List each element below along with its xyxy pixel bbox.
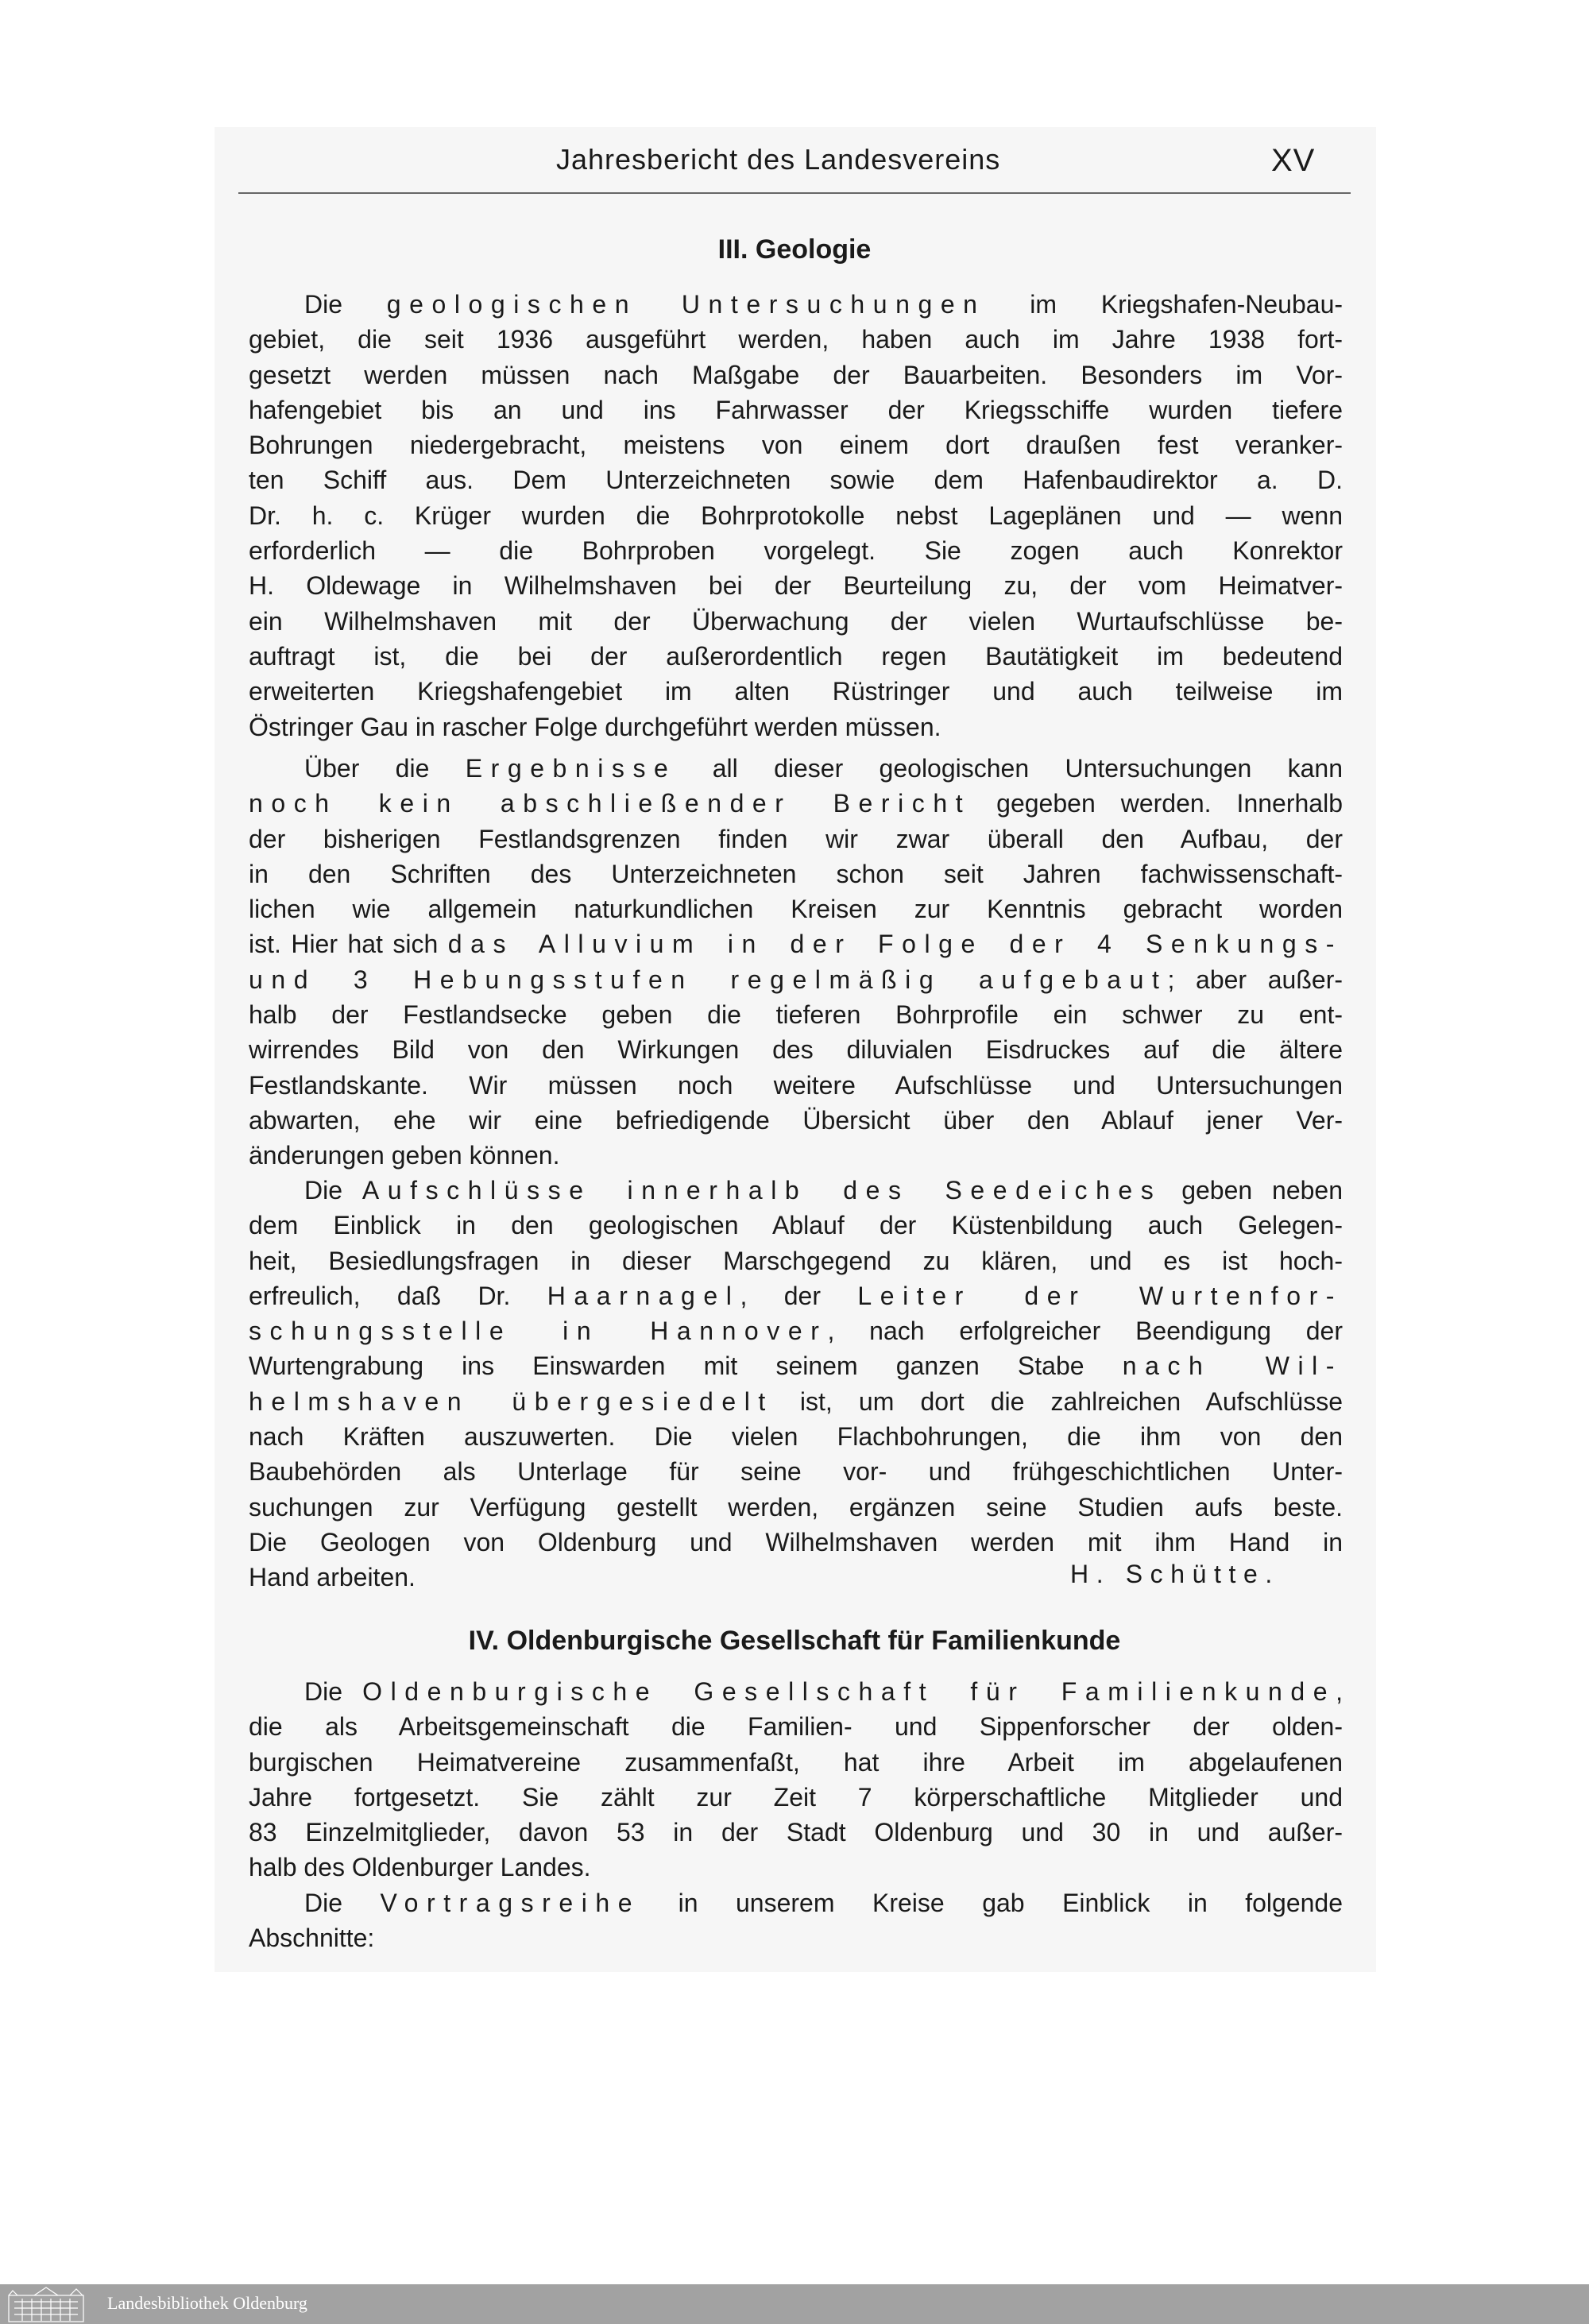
text-run: suchungen zur Verfügung gestellt werden, ergänzen seine Studien aufs beste. [249,1492,1343,1522]
text-run: ein Wilhelmshaven mit der Überwachung der vielen Wurtaufschlüsse be- [249,606,1343,636]
text-run: änderungen geben können. [249,1141,560,1170]
text-run: hafengebiet bis an und ins Fahrwasser der Kriegsschiffe wurden tiefere [249,395,1343,424]
text-run: halb des Oldenburger Landes. [249,1853,591,1882]
text-line [249,462,1343,497]
library-footer-bar [0,2284,1589,2324]
text-run: Die [304,290,387,319]
text-run: Dr. h. c. Krüger wurden die Bohrprotokolle nebst Lageplänen und — wenn [249,501,1343,530]
text-line [249,1173,1343,1208]
text-line [249,1490,1343,1525]
text-run: burgischen Heimatvereine zusammenfaßt, hat ihre Arbeit im abgelaufenen [249,1747,1343,1777]
paragraph [249,1674,1343,1885]
paragraph [249,751,1343,1174]
text-run: nach Kräften auszuwerten. Die vielen Flachbohrungen, die ihm von den [249,1422,1343,1452]
text-run: abwarten, ehe wir eine befriedigende Übersicht über den Ablauf jener Ver- [249,1105,1343,1135]
text-run: , der [740,1281,858,1310]
text-line [249,1885,1343,1920]
spaced-emphasis: das Alluvium in der Folge der 4 Senkungs- [447,930,1343,959]
text-line [249,1208,1343,1243]
text-run [637,290,682,319]
text-line [249,1068,1343,1103]
text-run: , nach erfolgreicher Beendigung der [827,1317,1343,1346]
text-run: ist. Hier hat sich [249,930,448,959]
text-line [249,358,1343,392]
spaced-emphasis: Aufschlüsse innerhalb des Seedeiches [361,1176,1162,1205]
text-line [249,891,1343,926]
text-line [249,1815,1343,1850]
text-line [249,1850,1343,1885]
text-run: Östringer Gau in rascher Folge durchgeführt werden müssen. [249,712,941,741]
text-run: die als Arbeitsgemeinschaft die Familien- und Sippenforscher der olden- [249,1712,1343,1742]
library-building-logo-icon [6,2286,86,2322]
text-line [249,710,1343,744]
text-run: lichen wie allgemein naturkundlichen Kreisen zur Kenntnis gebracht worden [249,895,1343,924]
text-line [249,568,1343,603]
text-run: geben neben [1162,1176,1343,1205]
paragraph [249,1885,1343,1956]
spaced-emphasis: und 3 Hebungsstufen regelmäßig aufgebaut [249,965,1168,994]
text-run: Wurtengrabung ins Einswarden mit seinem ganzen Stabe [249,1351,1123,1381]
text-run: , [1336,1677,1343,1706]
text-run: erfreulich, daß Dr. [249,1281,547,1310]
text-run: der bisherigen Festlandsgrenzen finden wir zwar überall den Aufbau, der [249,824,1343,853]
header-rule [238,192,1351,194]
text-run: Hand arbeiten. [249,1563,416,1592]
text-line [249,1419,1343,1454]
text-run: all dieser geologischen Untersuchungen kann [676,754,1343,783]
text-run: Baubehörden als Unterlage für seine vor- und frühgeschichtlichen Unter- [249,1457,1343,1487]
text-line [249,997,1343,1032]
text-line [249,1709,1343,1744]
running-title: Jahresbericht des Landesvereins [556,143,1001,176]
text-line [249,1745,1343,1780]
text-run: Die [304,1677,363,1706]
text-line [249,1348,1343,1383]
text-line [249,962,1343,997]
paragraph [249,287,1343,744]
text-run: gegeben werden. Innerhalb [971,789,1343,818]
text-line [249,1032,1343,1067]
spaced-emphasis: Leiter der Wurtenfor- [857,1281,1343,1310]
text-line [249,857,1343,891]
text-line [249,604,1343,639]
text-run: gebiet, die seit 1936 ausgeführt werden, haben auch im Jahre 1938 fort- [249,325,1343,354]
text-run: gesetzt werden müssen nach Maßgabe der Bauarbeiten. Besonders im Vor- [249,360,1343,389]
text-line [249,1920,1343,1955]
text-run: H. Oldewage in Wilhelmshaven bei der Beurteilung zu, der vom Heimatver- [249,571,1343,601]
spaced-emphasis: Untersuchungen [681,290,986,319]
text-run: ist, um dort die zahlreichen Aufschlüsse [773,1386,1343,1416]
section-heading-geologie: III. Geologie [717,234,872,265]
text-run: Festlandskante. Wir müssen noch weitere Aufschlüsse und Untersuchungen [249,1070,1343,1100]
text-line [249,786,1343,821]
text-run: in den Schriften des Unterzeichneten schon seit Jahren fachwissenschaft- [249,859,1343,888]
text-run: Über die [304,754,466,783]
text-run: auftragt ist, die bei der außerordentlich regen Bautätigkeit im bedeutend [249,641,1343,671]
text-line [249,1525,1343,1560]
text-line [249,533,1343,568]
text-run: erforderlich — die Bohrproben vorgelegt. Sie zogen auch Konrektor [249,536,1343,566]
text-line [249,392,1343,427]
text-run: Bohrungen niedergebracht, meistens von einem dort draußen fest veranker- [249,431,1343,460]
text-run: Abschnitte: [249,1924,375,1953]
text-run: heit, Besiedlungsfragen in dieser Marschgegend zu klären, und es ist hoch- [249,1246,1343,1275]
text-run: wirrendes Bild von den Wirkungen des diluvialen Eisdruckes auf die ältere [249,1035,1343,1065]
text-run: Die Geologen von Oldenburg und Wilhelmshaven werden mit ihm Hand in [249,1527,1343,1556]
text-line [249,1243,1343,1278]
text-line [249,674,1343,709]
spaced-emphasis: Ergebnisse [465,754,677,783]
spaced-emphasis: Haarnagel [547,1281,740,1310]
spaced-emphasis: schungsstelle in Hannover [249,1317,828,1346]
text-line [249,498,1343,533]
text-line [249,1138,1343,1173]
spaced-emphasis: nach Wil- [1122,1351,1343,1381]
spaced-emphasis: Oldenburgische Gesellschaft für Familienkunde [362,1677,1336,1706]
text-run: Die [304,1176,362,1205]
text-line [249,1674,1343,1709]
text-run: dem Einblick in den geologischen Ablauf der Küstenbildung auch Gelegen- [249,1211,1343,1240]
text-run: 83 Einzelmitglieder, davon 53 in der Stadt Oldenburg und 30 in und außer- [249,1818,1343,1847]
spaced-emphasis: Vortragsreihe [380,1889,641,1917]
page-number: XV [1271,143,1316,178]
spaced-emphasis: helmshaven übergesiedelt [249,1386,774,1416]
text-line [249,751,1343,786]
text-line [249,926,1343,961]
text-line [249,1278,1343,1313]
text-line [249,427,1343,462]
text-run: Jahre fortgesetzt. Sie zählt zur Zeit 7 körperschaftliche Mitglieder und [249,1782,1343,1812]
text-line [249,322,1343,357]
text-line [249,1384,1343,1419]
text-run: halb der Festlandsecke geben die tieferen Bohrprofile ein schwer zu ent- [249,1000,1343,1030]
text-run: im Kriegshafen-Neubau- [985,290,1343,319]
library-name: Landesbibliothek Oldenburg [107,2293,307,2313]
section-heading-familienkunde: IV. Oldenburgische Gesellschaft für Familienkunde [468,1626,1121,1656]
text-run: ; aber außer- [1167,965,1343,994]
paragraph [249,1173,1343,1595]
text-run: Die [304,1889,381,1917]
text-run: in unserem Kreise gab Einblick in folgende [640,1889,1343,1917]
text-run: erweiterten Kriegshafengebiet im alten Rüstringer und auch teilweise im [249,677,1343,706]
text-line [249,1313,1343,1348]
author-signature: H. Schütte. [1070,1560,1280,1588]
spaced-emphasis: noch kein abschließender Bericht [249,789,972,818]
text-line [249,1454,1343,1489]
text-line [249,1780,1343,1815]
text-line [249,1103,1343,1138]
text-run: ten Schiff aus. Dem Unterzeichneten sowie dem Hafenbaudirektor a. D. [249,466,1343,495]
text-line [249,639,1343,674]
spaced-emphasis: geologischen [386,290,638,319]
text-line [249,287,1343,322]
text-line [249,822,1343,857]
